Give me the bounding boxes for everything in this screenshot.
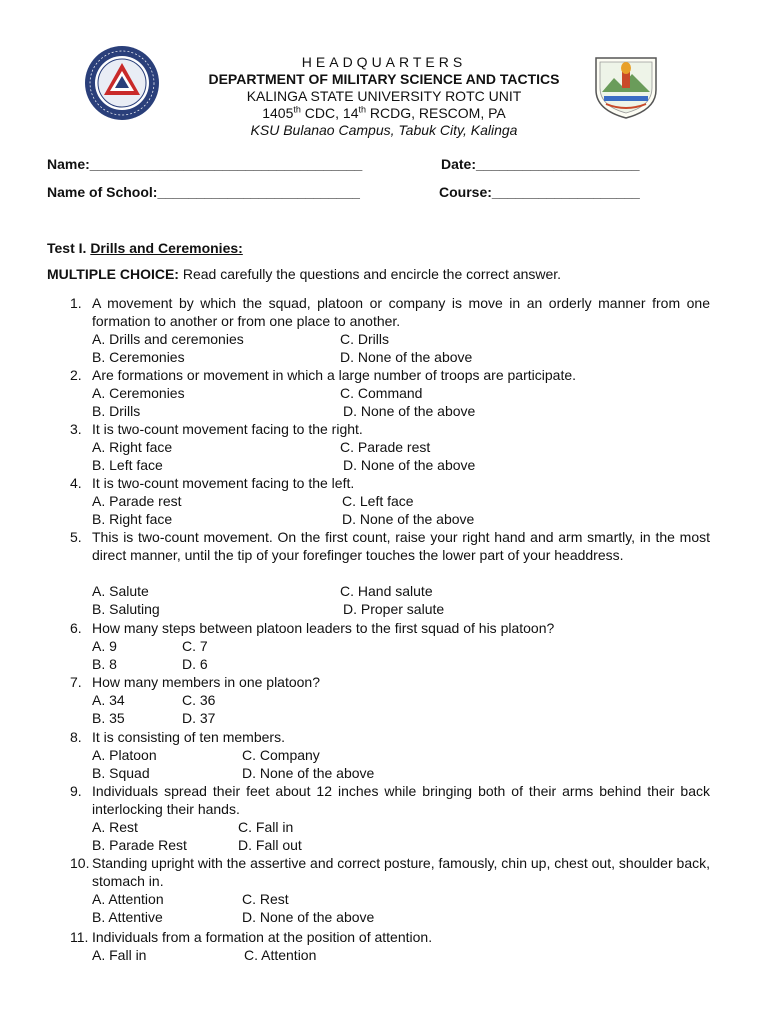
question-text: It is two-count movement facing to the left. (92, 475, 355, 491)
question-item (70, 528, 710, 564)
question-number: 7. (70, 674, 82, 690)
answer-option-d[interactable]: D. None of the above (343, 403, 476, 419)
answer-option-c[interactable]: C. Drills (340, 331, 389, 347)
answer-option-d[interactable]: D. 6 (182, 656, 208, 672)
question-text: Individuals spread their feet about 12 inches while bringing both of their arms behind their back interlocking their hands. (92, 783, 710, 817)
question-number: 8. (70, 729, 82, 745)
answer-option-a[interactable]: A. Drills and ceremonies (92, 331, 244, 347)
answer-option-a[interactable]: A. Parade rest (92, 493, 182, 509)
question-number: 10. (70, 855, 90, 871)
question-text: This is two-count movement. On the first count, raise your right hand and arm smartly, in the most direct manner, until the tip of your forefinger touches the lower part of your headdress. (92, 529, 710, 563)
answer-option-c[interactable]: C. 36 (182, 692, 216, 708)
unit-title: KALINGA STATE UNIVERSITY ROTC UNIT (246, 88, 522, 104)
answer-option-b[interactable]: B. Squad (92, 765, 150, 781)
question-item (70, 619, 710, 637)
instructions: MULTIPLE CHOICE: Read carefully the questions and encircle the correct answer. (47, 266, 562, 282)
question-item (70, 294, 710, 330)
question-text: It is consisting of ten members. (92, 729, 285, 745)
answer-option-d[interactable]: D. None of the above (343, 457, 476, 473)
question-number: 1. (70, 295, 82, 311)
unit-designation: 1405th CDC, 14th RCDG, RESCOM, PA (262, 104, 506, 121)
question-item (70, 928, 710, 946)
question-number: 5. (70, 529, 82, 545)
question-item (70, 366, 710, 384)
question-text: Are formations or movement in which a large number of troops are participate. (92, 367, 577, 383)
school-field[interactable]: Name of School:__________________________ (47, 184, 360, 200)
answer-option-d[interactable]: D. None of the above (340, 349, 473, 365)
question-item (70, 854, 710, 890)
date-field[interactable]: Date:_____________________ (441, 156, 640, 172)
question-text: Individuals from a formation at the position of attention. (92, 929, 433, 945)
answer-option-b[interactable]: B. 8 (92, 656, 117, 672)
answer-option-c[interactable]: C. Command (340, 385, 423, 401)
question-number: 9. (70, 783, 82, 799)
answer-option-c[interactable]: C. Left face (342, 493, 414, 509)
test-heading: Test I. Drills and Ceremonies: (47, 240, 243, 256)
question-number: 2. (70, 367, 82, 383)
question-number: 3. (70, 421, 82, 437)
course-field[interactable]: Course:___________________ (439, 184, 640, 200)
answer-option-c[interactable]: C. Rest (242, 891, 289, 907)
answer-option-d[interactable]: D. None of the above (242, 909, 375, 925)
campus-address: KSU Bulanao Campus, Tabuk City, Kalinga (250, 122, 518, 138)
answer-option-a[interactable]: A. Attention (92, 891, 164, 907)
answer-option-d[interactable]: D. Fall out (238, 837, 302, 853)
question-number: 11. (70, 929, 89, 945)
answer-option-b[interactable]: B. 35 (92, 710, 125, 726)
question-number: 6. (70, 620, 82, 636)
question-item (70, 728, 710, 746)
answer-option-a[interactable]: A. Ceremonies (92, 385, 185, 401)
answer-option-c[interactable]: C. Attention (244, 947, 317, 963)
question-text: It is two-count movement facing to the right. (92, 421, 363, 437)
answer-option-a[interactable]: A. 9 (92, 638, 117, 654)
answer-option-b[interactable]: B. Ceremonies (92, 349, 185, 365)
answer-option-c[interactable]: C. Parade rest (340, 439, 431, 455)
question-number: 4. (70, 475, 82, 491)
department-title: DEPARTMENT OF MILITARY SCIENCE AND TACTICS (208, 71, 560, 87)
question-text: A movement by which the squad, platoon or company is move in an orderly manner from one formation to another or from one place to another. (92, 295, 710, 329)
answer-option-b[interactable]: B. Saluting (92, 601, 160, 617)
answer-option-a[interactable]: A. Salute (92, 583, 149, 599)
answer-option-b[interactable]: B. Left face (92, 457, 163, 473)
answer-option-d[interactable]: D. Proper salute (343, 601, 445, 617)
question-item (70, 673, 710, 691)
answer-option-a[interactable]: A. Platoon (92, 747, 157, 763)
answer-option-d[interactable]: D. None of the above (342, 511, 475, 527)
answer-option-b[interactable]: B. Right face (92, 511, 173, 527)
answer-option-c[interactable]: C. Fall in (238, 819, 294, 835)
answer-option-a[interactable]: A. Right face (92, 439, 173, 455)
answer-option-c[interactable]: C. Company (242, 747, 320, 763)
question-text: Standing upright with the assertive and correct posture, famously, chin up, chest out, shoulder back, stomach in. (92, 855, 710, 889)
question-text: How many steps between platoon leaders to the first squad of his platoon? (92, 620, 555, 636)
answer-option-c[interactable]: C. Hand salute (340, 583, 433, 599)
question-item (70, 474, 710, 492)
answer-option-c[interactable]: C. 7 (182, 638, 208, 654)
answer-option-b[interactable]: B. Attentive (92, 909, 163, 925)
answer-option-a[interactable]: A. Fall in (92, 947, 147, 963)
name-field[interactable]: Name:___________________________________ (47, 156, 363, 172)
answer-option-a[interactable]: A. Rest (92, 819, 138, 835)
headquarters-title: HEADQUARTERS (301, 54, 467, 70)
answer-option-a[interactable]: A. 34 (92, 692, 125, 708)
answer-option-b[interactable]: B. Drills (92, 403, 141, 419)
answer-option-d[interactable]: D. 37 (182, 710, 216, 726)
question-text: How many members in one platoon? (92, 674, 321, 690)
question-item (70, 420, 710, 438)
answer-option-b[interactable]: B. Parade Rest (92, 837, 187, 853)
document-header (0, 54, 768, 139)
answer-option-d[interactable]: D. None of the above (242, 765, 375, 781)
question-item (70, 782, 710, 818)
